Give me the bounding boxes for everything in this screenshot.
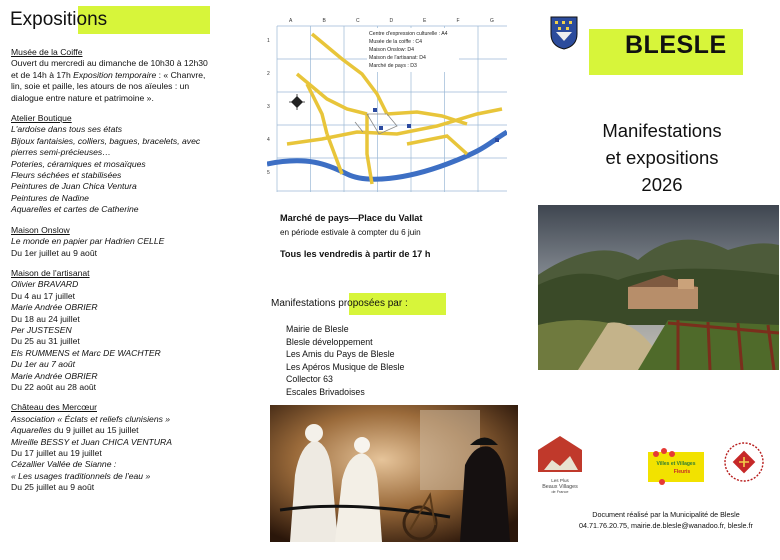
federation-sites-clunisiens-logo <box>725 443 763 481</box>
map-legend <box>367 28 459 72</box>
section-heading: Atelier Boutique <box>11 113 72 124</box>
map-legend-item: Maison Onslow: D4 <box>369 47 414 53</box>
section-line: lin, soie et paille, les atours de nos aïeules : un <box>11 81 190 92</box>
exposition-section <box>11 268 251 393</box>
plus-beaux-villages-logo <box>538 436 582 494</box>
section-line: Cézallier Vallée de Sianne : <box>11 459 117 470</box>
exposition-section <box>11 402 251 493</box>
map-column-label: E <box>423 18 427 24</box>
svg-text:Fleuris: Fleuris <box>673 469 691 475</box>
organizers-title <box>268 293 449 315</box>
organizer-item: Les Apéros Musique de Blesle <box>286 361 405 372</box>
section-line: Olivier BRAVARD <box>11 279 79 290</box>
svg-text:Beaux Villages: Beaux Villages <box>542 484 578 490</box>
exposition-section <box>11 113 251 216</box>
expositions-title <box>6 6 214 34</box>
map-row-label: 4 <box>267 137 270 143</box>
section-line: Bijoux fantaisies, colliers, bagues, bracelets, avec <box>11 135 201 146</box>
compass-icon <box>289 94 305 110</box>
town-name: BLESLE <box>625 31 727 59</box>
expositions-title-text: Expositions <box>10 9 108 30</box>
section-line: pierres semi-précieuses… <box>11 147 111 158</box>
map-legend-item: Musée de la coiffe : C4 <box>369 39 422 45</box>
label-logos <box>532 430 780 500</box>
section-line: Du 22 août au 28 août <box>11 381 97 392</box>
section-line: Du 4 au 17 juillet <box>11 290 76 301</box>
section-line: Du 17 juillet au 19 juillet <box>11 448 102 458</box>
section-line: L'ardoise dans tous ses états <box>11 124 123 135</box>
market-period: en période estivale à compter du 6 juin <box>280 228 421 237</box>
left-panel <box>0 0 258 560</box>
market-title: Marché de pays—Place du Vallat <box>280 213 423 223</box>
organizers-list <box>286 323 404 399</box>
organizer-item: Les Amis du Pays de Blesle <box>286 349 395 360</box>
market-schedule: Tous les vendredis à partir de 17 h <box>280 249 431 259</box>
section-line: Poteries, céramiques et mosaïques <box>11 158 146 169</box>
organizer-item: Collector 63 <box>286 374 333 385</box>
svg-text:Les Plus: Les Plus <box>551 478 569 483</box>
section-line: Association « Éclats et reliefs clunisiens » <box>11 413 171 424</box>
section-line: Le monde en papier par Hadrien CELLE <box>11 236 165 247</box>
svg-text:de France: de France <box>551 490 569 494</box>
map-column-label: B <box>322 18 326 24</box>
credit-line: Document réalisé par la Municipalité de Blesle <box>592 510 740 519</box>
section-heading: Maison Onslow <box>11 224 70 235</box>
map-column-label: C <box>356 18 360 24</box>
expositions-list <box>11 47 251 503</box>
coat-of-arms-icon <box>550 16 578 50</box>
town-map <box>267 14 507 192</box>
map-row-label: 3 <box>267 104 270 110</box>
map-column-label: F <box>456 18 460 24</box>
map-legend-item: Centre d'expression culturelle : A4 <box>369 31 448 37</box>
section-line: Peintures de Nadine <box>11 192 89 203</box>
section-line: Els RUMMENS et Marc DE WACHTER <box>11 347 161 358</box>
section-line: « Les usages traditionnels de l'eau » <box>11 470 151 481</box>
title-line-1: Manifestations <box>602 120 722 141</box>
section-line: Marie Andrée OBRIER <box>11 370 98 381</box>
section-line: Mireille BESSY et Juan CHICA VENTURA <box>11 436 172 447</box>
brochure-title <box>562 117 762 198</box>
section-line: Ouvert du mercredi au dimanche de 10h30 à 12h30 <box>11 58 208 69</box>
section-line: Per JUSTESEN <box>11 324 72 335</box>
costume-exhibition-photo <box>270 405 518 542</box>
section-line: Du 1er au 7 août <box>11 359 76 370</box>
map-legend-item: Marché de pays : D3 <box>369 63 417 69</box>
section-heading: Château des Mercœur <box>11 402 97 413</box>
middle-panel <box>262 0 520 560</box>
right-panel <box>522 0 780 560</box>
section-line: Marie Andrée OBRIER <box>11 302 98 313</box>
organizers-title-text: Manifestations proposées par : <box>271 298 408 309</box>
map-column-label: A <box>289 18 293 24</box>
svg-text:Villes et Villages: Villes et Villages <box>656 461 696 467</box>
organizer-item: Blesle développement <box>286 336 373 347</box>
section-line: Aquarelles et cartes de Catherine <box>11 204 139 215</box>
contact-line: 04.71.76.20.75, mairie.de.blesle@wanadoo.fr, blesle.fr <box>579 521 753 530</box>
map-column-label: G <box>490 18 494 24</box>
river <box>267 132 507 179</box>
exposition-section <box>11 47 251 104</box>
title-line-3: 2026 <box>641 174 683 195</box>
map-row-label: 2 <box>267 71 270 77</box>
section-line: Du 18 au 24 juillet <box>11 313 80 324</box>
villes-villages-fleuris-logo <box>648 448 704 485</box>
section-line: Fleurs séchées et stabilisées <box>11 170 122 181</box>
credits <box>546 509 780 531</box>
title-line-2: et expositions <box>605 147 719 168</box>
section-line: dialogue entre nature et patrimoine ». <box>11 92 154 103</box>
section-line: et de 14h à 17h Exposition temporaire : « Chanvre, <box>11 69 206 80</box>
organizer-item: Mairie de Blesle <box>286 324 349 334</box>
section-heading: Musée de la Coiffe <box>11 47 83 57</box>
section-line: Du 25 juillet au 9 août <box>11 482 95 493</box>
section-line: Peintures de Juan Chica Ventura <box>11 181 137 192</box>
section-line: Du 25 au 31 juillet <box>11 336 80 347</box>
exposition-section <box>11 225 251 259</box>
map-row-label: 5 <box>267 170 270 176</box>
section-heading: Maison de l'artisanat <box>11 267 90 278</box>
section-line: Du 1er juillet au 9 août <box>11 247 97 258</box>
section-line: Aquarelles du 9 juillet au 15 juillet <box>11 425 139 436</box>
map-legend-item: Maison de l'artisanat: D4 <box>369 55 426 61</box>
organizer-item: Escales Brivadoises <box>286 386 365 397</box>
map-column-label: D <box>389 18 394 24</box>
village-landscape-photo <box>538 205 779 370</box>
map-row-label: 1 <box>267 38 270 44</box>
